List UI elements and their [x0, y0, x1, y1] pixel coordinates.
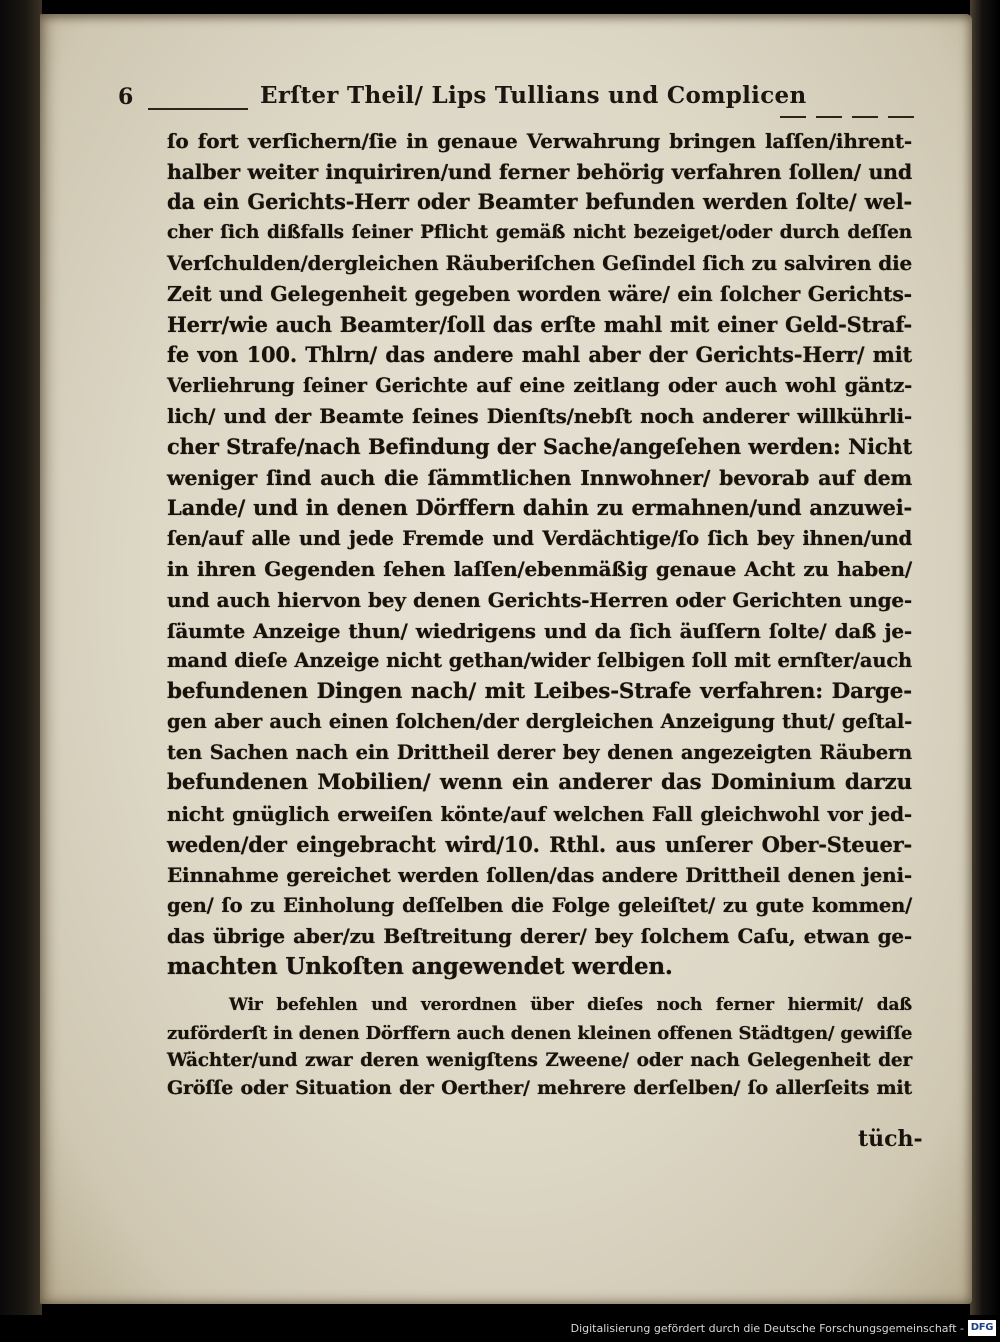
text-line: und auch hiervon bey denen Gerichts-Herren oder Gerichten unge-: [167, 587, 912, 612]
text-line: fe von 100. Thlrn/ das andere mahl aber der Gerichts-Herr/ mit: [167, 342, 912, 368]
text-line: halber weiter inquiriren/und ferner behörig verfahren ſollen/ und: [167, 159, 912, 184]
text-line: das übrige aber/zu Beſtreitung derer/ bey ſolchem Caſu, etwan ge-: [167, 924, 912, 949]
text-line: Einnahme gereichet werden ſollen/das andere Drittheil denen jeni-: [167, 863, 912, 888]
text-line: nicht gnüglich erweiſen könte/auf welchen Fall gleichwohl vor jed-: [167, 802, 912, 827]
page-edge-right: [970, 0, 1000, 1315]
text-line: ſo fort verſichern/ſie in genaue Verwahrung bringen laſſen/ihrent-: [167, 129, 912, 153]
catchword: tüch-: [858, 1126, 923, 1152]
text-line: weden/der eingebracht wird/10. Rthl. aus unſerer Ober-Steuer-: [167, 831, 912, 857]
text-line: zuförderſt in denen Dörffern auch denen kleinen offenen Städtgen/ gewiſſe: [167, 1022, 913, 1044]
text-line: befundenen Dingen nach/ mit Leibes-Strafe verfahren: Darge-: [167, 678, 912, 704]
text-line: gen/ ſo zu Einholung deſſelben die Folge geleiſtet/ zu gute kommen/: [167, 893, 912, 917]
text-line: Lande/ und in denen Dörffern dahin zu ermahnen/und anzuwei-: [167, 495, 912, 521]
text-line: ten Sachen nach ein Drittheil derer bey denen angezeigten Räubern: [167, 740, 912, 764]
running-title: Erſter Theil/ Lips Tullians und Complicen: [260, 82, 807, 109]
text-line: Wächter/und zwar deren wenigſtens Zweene/ oder nach Gelegenheit der: [167, 1050, 912, 1071]
funding-note: Digitalisierung gefördert durch die Deutsche Forschungsgemeinschaft -: [570, 1322, 964, 1335]
text-line: Gröſſe oder Situation der Oerther/ mehrere derſelben/ ſo allerſeits mit: [167, 1076, 912, 1099]
text-line: in ihren Gegenden ſehen laſſen/ebenmäßig genaue Acht zu haben/: [167, 557, 912, 582]
page-header: [118, 78, 807, 118]
text-line: gen aber auch einen ſolchen/der dergleichen Anzeigung thut/ geſtal-: [167, 710, 912, 734]
text-line: befundenen Mobilien/ wenn ein anderer das Dominium darzu: [167, 770, 912, 796]
text-line: ſäumte Anzeige thun/ wiedrigens und da ſich äuſſern ſolte/ daß je-: [167, 618, 912, 643]
text-line: Herr/wie auch Beamter/ſoll das erſte mahl mit einer Geld-Straf-: [167, 311, 912, 337]
text-line: Wir befehlen und verordnen über dieſes noch ferner hiermit/ daß: [229, 995, 912, 1015]
header-rule: [148, 108, 248, 110]
main-text-block: [167, 126, 912, 983]
text-line: weniger ſind auch die ſämmtlichen Innwohner/ bevorab auf dem: [167, 465, 912, 490]
text-line: ſen/auf alle und jede Fremde und Verdächtige/ſo ſich bey ihnen/und: [167, 526, 912, 550]
book-binding-edge: [0, 0, 42, 1315]
second-paragraph: [167, 992, 912, 1102]
page-number: 6: [118, 84, 134, 110]
dfg-logo-icon: DFG: [968, 1320, 996, 1336]
text-line: cher Strafe/nach Befindung der Sache/angeſehen werden: Nicht: [167, 433, 912, 459]
header-dash-rule: [780, 116, 920, 118]
footer-bar: [0, 1315, 1000, 1342]
text-line: lich/ und der Beamte ſeines Dienſts/nebſt noch anderer willkührli-: [167, 404, 912, 429]
text-line: cher ſich dißfalls ſeiner Pflicht gemäß nicht bezeiget/oder durch deſſen: [167, 221, 912, 243]
text-line: Verſchulden/dergleichen Räuberiſchen Geſindel ſich zu salviren die: [167, 251, 912, 276]
text-line: machten Unkoſten angewendet werden.: [167, 953, 673, 981]
text-line: da ein Gerichts-Herr oder Beamter befunden werden ſolte/ wel-: [167, 189, 912, 215]
text-line: Zeit und Gelegenheit gegeben worden wäre/ ein ſolcher Gerichts-: [167, 281, 912, 306]
text-line: mand dieſe Anzeige nicht gethan/wider ſelbigen ſoll mit ernſter/auch: [167, 649, 912, 673]
text-line: Verliehrung ſeiner Gerichte auf eine zeitlang oder auch wohl gäntz-: [167, 373, 912, 397]
